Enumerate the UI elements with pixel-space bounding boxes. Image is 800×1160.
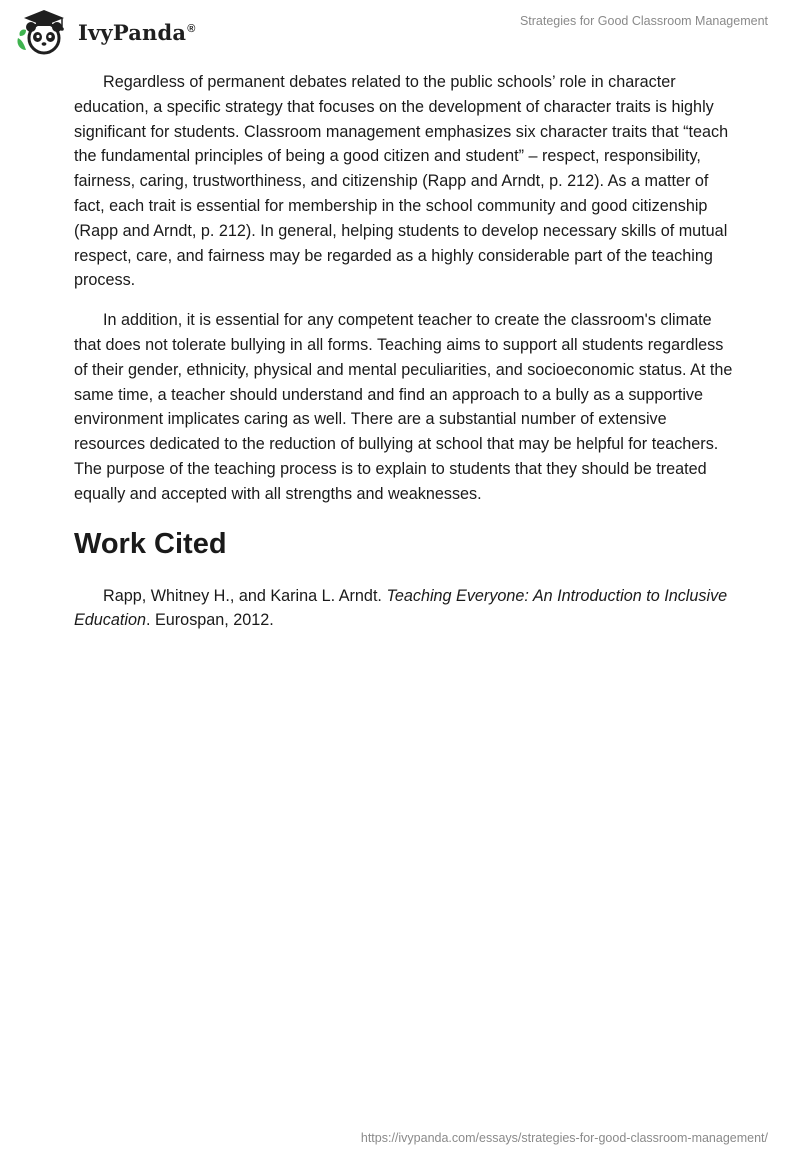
essay-content	[74, 70, 734, 633]
ivypanda-logo[interactable]	[14, 8, 196, 56]
panda-graduate-icon	[14, 8, 72, 56]
citation-authors: Rapp, Whitney H., and Karina L. Arndt.	[103, 586, 387, 605]
registered-mark: ®	[187, 22, 196, 35]
logo-text: IvyPanda	[78, 19, 187, 45]
body-paragraph-1: Regardless of permanent debates related to the public schools’ role in character education, a specific strategy that focuses on the development of character traits is highly significant for students. Classroom management emphasizes six character traits that “teach the fundamental principles of being a good citizen and student” – respect, responsibility, fairness, caring, trustworthiness, and citizenship (Rapp and Arndt, p. 212). As a matter of fact, each trait is essential for membership in the school community and good citizenship (Rapp and Arndt, p. 212). In general, helping students to develop necessary skills of mutual respect, care, and fairness may be regarded as a highly considerable part of the teaching process.	[74, 73, 729, 290]
citation-publisher: . Eurospan, 2012.	[146, 611, 274, 630]
citation-entry	[74, 584, 734, 634]
page-header	[0, 0, 800, 60]
document-title: Strategies for Good Classroom Management	[519, 14, 768, 28]
logo-wordmark	[78, 20, 196, 45]
body-paragraph-2: In addition, it is essential for any competent teacher to create the classroom's climate that does not tolerate bullying in all forms. Teaching aims to support all students regardless of their gender, ethnicity, physical and mental peculiarities, and socioeconomic status. At the same time, a teacher should understand and find an approach to a bully as a supportive environment implicates caring as well. There are a substantial number of extensive resources dedicated to the reduction of bullying at school that may be helpful for teachers. The purpose of the teaching process is to explain to students that they should be treated equally and accepted with all strengths and weaknesses.	[74, 311, 733, 503]
works-cited-heading: Work Cited	[74, 527, 227, 560]
citation-title: Teaching Everyone: An Introduction to Inclusive Education	[74, 586, 728, 630]
source-url[interactable]: https://ivypanda.com/essays/strategies-for-good-classroom-management/	[360, 1131, 768, 1145]
